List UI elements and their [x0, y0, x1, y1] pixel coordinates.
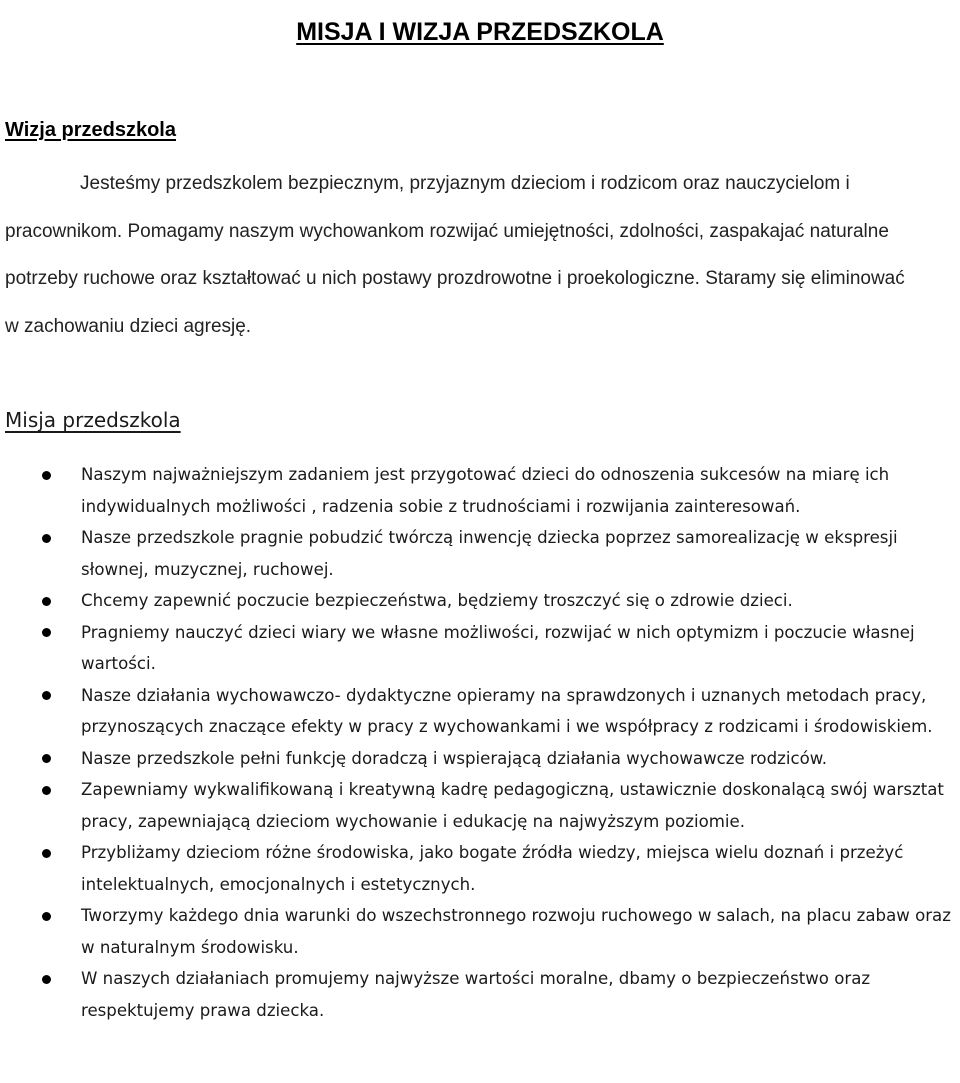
mission-item-text: Nasze przedszkole pełni funkcję doradczą i wspierającą działania wychowawcze rodziców. — [81, 748, 828, 768]
bullet-icon — [42, 754, 51, 763]
mission-list-item — [0, 585, 960, 617]
mission-list-item — [0, 459, 960, 522]
bullet-icon — [42, 691, 51, 700]
mission-list-item — [0, 743, 960, 775]
vision-paragraph: Jesteśmy przedszkolem bezpiecznym, przyjaznym dzieciom i rodzicom oraz nauczycielom i pracownikom. Pomagamy naszym wychowankom rozwijać umiejętności, zdolności, zaspakajać naturalne potrzeby ruchowe oraz kształtować u nich postawy prozdrowotne i proekologiczne. Staramy się eliminować w zachowaniu dzieci agresję. — [5, 173, 905, 337]
mission-list-item — [0, 617, 960, 680]
mission-list-item — [0, 774, 960, 837]
mission-heading: Misja przedszkola — [5, 408, 181, 432]
mission-item-text: Naszym najważniejszym zadaniem jest przygotować dzieci do odnoszenia sukcesów na miarę ich indywidualnych możliwości , radzenia sobie z trudnościami i rozwijania zainteresowań. — [81, 465, 890, 516]
bullet-icon — [42, 975, 51, 984]
mission-item-text: Chcemy zapewnić poczucie bezpieczeństwa, będziemy troszczyć się o zdrowie dzieci. — [81, 591, 793, 610]
document-title: MISJA I WIZJA PRZEDSZKOLA — [296, 17, 664, 46]
mission-item-text: Nasze działania wychowawczo- dydaktyczne opieramy na sprawdzonych i uznanych metodach pracy, przynoszących znaczące efekty w pracy z wychowankami i we współpracy z rodzicami i środowiskiem. — [81, 685, 933, 736]
bullet-icon — [42, 786, 51, 795]
mission-list-item — [0, 963, 960, 1026]
mission-item-text: W naszych działaniach promujemy najwyższe wartości moralne, dbamy o bezpieczeństwo oraz respektujemy prawa dziecka. — [81, 969, 871, 1020]
bullet-icon — [42, 628, 51, 637]
mission-list-item — [0, 837, 960, 900]
mission-item-text: Pragniemy nauczyć dzieci wiary we własne możliwości, rozwijać w nich optymizm i poczucie własnej wartości. — [81, 622, 915, 673]
bullet-icon — [42, 597, 51, 606]
mission-list — [0, 459, 960, 1026]
bullet-icon — [42, 471, 51, 480]
bullet-icon — [42, 912, 51, 921]
bullet-icon — [42, 849, 51, 858]
mission-item-text: Tworzymy każdego dnia warunki do wszechstronnego rozwoju ruchowego w salach, na placu zabaw oraz w naturalnym środowisku. — [81, 906, 951, 957]
vision-heading: Wizja przedszkola — [5, 119, 176, 141]
mission-item-text: Przybliżamy dzieciom różne środowiska, jako bogate źródła wiedzy, miejsca wielu doznań i przeżyć intelektualnych, emocjonalnych i estetycznych. — [81, 843, 904, 894]
mission-list-item — [0, 680, 960, 743]
mission-item-text: Nasze przedszkole pragnie pobudzić twórczą inwencję dziecka poprzez samorealizację w ekspresji słownej, muzycznej, ruchowej. — [81, 528, 898, 579]
bullet-icon — [42, 534, 51, 543]
mission-list-item — [0, 900, 960, 963]
mission-item-text: Zapewniamy wykwalifikowaną i kreatywną kadrę pedagogiczną, ustawicznie doskonalącą swój warsztat pracy, zapewniającą dzieciom wychowanie i edukację na najwyższym poziomie. — [81, 780, 944, 831]
mission-list-item — [0, 522, 960, 585]
